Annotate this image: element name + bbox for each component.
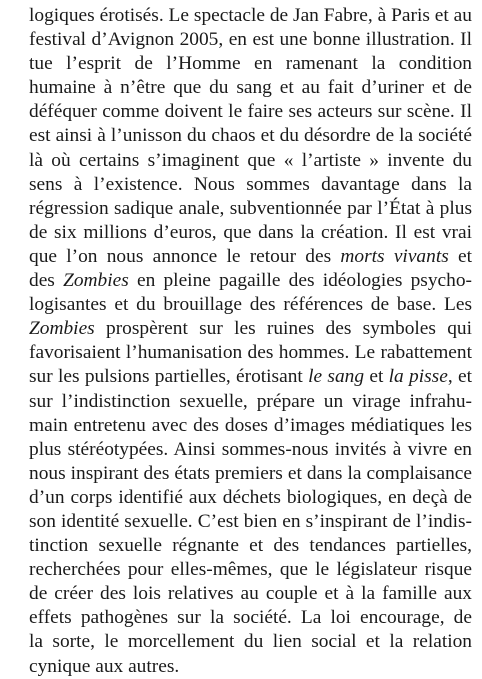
- text-segment: logiques érotisés. Le spectacle de Jan Fabre, à Paris et au: [29, 5, 472, 26]
- text-line: [29, 293, 472, 317]
- text-segment: tue l’esprit de l’Homme en ramenant la condition: [29, 53, 472, 75]
- text-segment: d’un corps identifié aux déchets biologiques, en deçà de: [29, 486, 472, 508]
- body-text: [29, 4, 472, 679]
- text-segment: sur les pulsions partielles, érotisant: [29, 366, 309, 388]
- text-line: [29, 630, 472, 654]
- text-line: [29, 414, 472, 438]
- text-line: [29, 534, 472, 558]
- text-line: [29, 173, 472, 197]
- italic-text: morts vivants: [340, 245, 449, 267]
- text-line: [29, 245, 472, 269]
- text-segment: son identité sexuelle. C’est bien en s’inspirant de l’indis-: [29, 510, 472, 532]
- text-segment: sens à l’existence. Nous sommes davantage dans la: [29, 173, 472, 195]
- text-line: [29, 365, 472, 389]
- text-line: [29, 510, 472, 534]
- text-line: [29, 582, 472, 606]
- text-segment: de six millions d’euros, que dans la création. Il est vrai: [29, 221, 472, 243]
- text-segment: festival d’Avignon 2005, en est une bonne illustration. Il: [29, 29, 472, 51]
- text-segment: plus stéréotypées. Ainsi sommes-nous invités à vivre en: [29, 438, 472, 460]
- text-segment: déféquer comme doivent le faire ses acteurs sur scène. Il: [29, 101, 472, 123]
- text-segment: humaine à n’être que du sang et au fait d’uriner et de: [29, 77, 472, 99]
- text-line: [29, 100, 472, 124]
- text-line: [29, 462, 472, 486]
- text-line: [29, 486, 472, 510]
- text-line: [29, 341, 472, 365]
- text-segment: la sorte, le morcellement du lien social et la relation: [29, 631, 472, 653]
- italic-text: Zombies: [29, 318, 95, 340]
- text-segment: main entretenu avec des doses d’images médiatiques les: [29, 414, 472, 436]
- text-segment: logisantes et du brouillage des références de base. Les: [29, 294, 472, 316]
- text-segment: et: [364, 366, 389, 388]
- text-segment: en pleine pagaille des idéologies psycho-: [128, 270, 472, 292]
- text-segment: que l’on nous annonce le retour des: [29, 245, 341, 267]
- text-line: [29, 317, 472, 341]
- text-line: [29, 558, 472, 582]
- text-line: [29, 606, 472, 630]
- text-line: [29, 124, 472, 148]
- text-segment: des: [29, 270, 64, 292]
- text-line: [29, 4, 472, 28]
- text-line: [29, 655, 472, 679]
- text-line: [29, 52, 472, 76]
- text-segment: là où certains s’imaginent que « l’artiste » invente du: [29, 149, 472, 171]
- text-segment: sur l’indistinction sexuelle, prépare un virage infrahu-: [29, 390, 472, 412]
- text-segment: , et: [447, 366, 472, 388]
- text-segment: favorisaient l’humanisation des hommes. Le rabattement: [29, 342, 472, 364]
- text-segment: prospèrent sur les ruines des symboles qui: [94, 318, 472, 340]
- text-segment: recherchées pour elles-mêmes, que le législateur risque: [29, 559, 472, 581]
- text-segment: de créer des lois relatives au couple et à la famille aux: [29, 583, 472, 605]
- text-line: [29, 76, 472, 100]
- text-segment: est ainsi à l’unisson du chaos et du désordre de la société: [29, 125, 472, 147]
- italic-text: le sang: [308, 366, 365, 388]
- text-segment: régression sadique anale, subventionnée par l’État à plus: [29, 197, 472, 219]
- text-line: [29, 149, 472, 173]
- text-line: [29, 28, 472, 52]
- text-segment: cynique aux autres.: [29, 655, 180, 677]
- italic-text: la pisse: [388, 366, 448, 388]
- text-line: [29, 269, 472, 293]
- italic-text: Zombies: [63, 270, 129, 292]
- text-segment: et: [448, 245, 472, 267]
- text-segment: tinction sexuelle régnante et des tendances partielles,: [29, 535, 472, 557]
- text-line: [29, 197, 472, 221]
- text-line: [29, 438, 472, 462]
- text-segment: effets pathogènes sur la société. La loi encourage, de: [29, 607, 472, 629]
- text-line: [29, 390, 472, 414]
- text-line: [29, 221, 472, 245]
- text-segment: nous inspirant des états premiers et dans la complaisance: [29, 462, 472, 484]
